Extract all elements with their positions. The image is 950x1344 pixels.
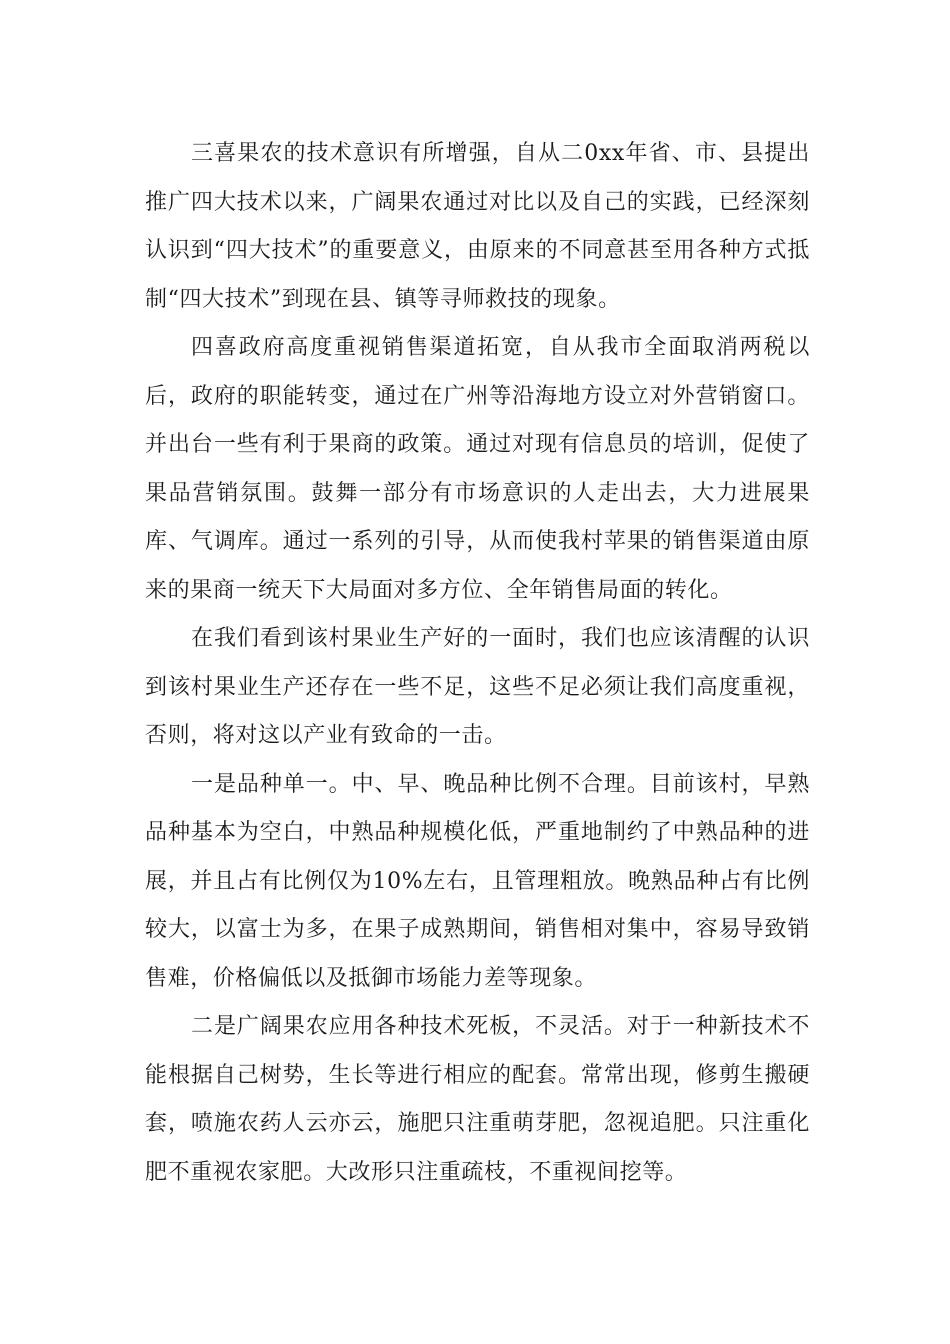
document-body: [145, 130, 810, 1197]
paragraph-4: 一是品种单一。中、早、晚品种比例不合理。目前该村，早熟品种基本为空白，中熟品种规模化低，严重地制约了中熟品种的进展，并且占有比例仅为10%左右，且管理粗放。晚熟品种占有比例较大，以富士为多，在果子成熟期间，销售相对集中，容易导致销售难，价格偏低以及抵御市场能力差等现象。: [145, 771, 810, 991]
paragraph-5: 二是广阔果农应用各种技术死板，不灵活。对于一种新技术不能根据自己树势，生长等进行相应的配套。常常出现，修剪生搬硬套，喷施农药人云亦云，施肥只注重萌芽肥，忽视追肥。只注重化肥不重视农家肥。大改形只注重疏枝，不重视间挖等。: [145, 1014, 810, 1185]
paragraph-3: 在我们看到该村果业生产好的一面时，我们也应该清醒的认识到该村果业生产还存在一些不足，这些不足必须让我们高度重视，否则，将对这以产业有致命的一击。: [145, 626, 810, 748]
paragraph-2: 四喜政府高度重视销售渠道拓宽，自从我市全面取消两税以后，政府的职能转变，通过在广州等沿海地方设立对外营销窗口。并出台一些有利于果商的政策。通过对现有信息员的培训，促使了果品营销氛围。鼓舞一部分有市场意识的人走出去，大力进展果库、气调库。通过一系列的引导，从而使我村苹果的销售渠道由原来的果商一统天下大局面对多方位、全年销售局面的转化。: [145, 335, 810, 603]
paragraph-1: 三喜果农的技术意识有所增强，自从二0xx年省、市、县提出推广四大技术以来，广阔果农通过对比以及自己的实践，已经深刻认识到“四大技术”的重要意义，由原来的不同意甚至用各种方式抵制“四大技术”到现在县、镇等寻师救技的现象。: [145, 141, 810, 312]
